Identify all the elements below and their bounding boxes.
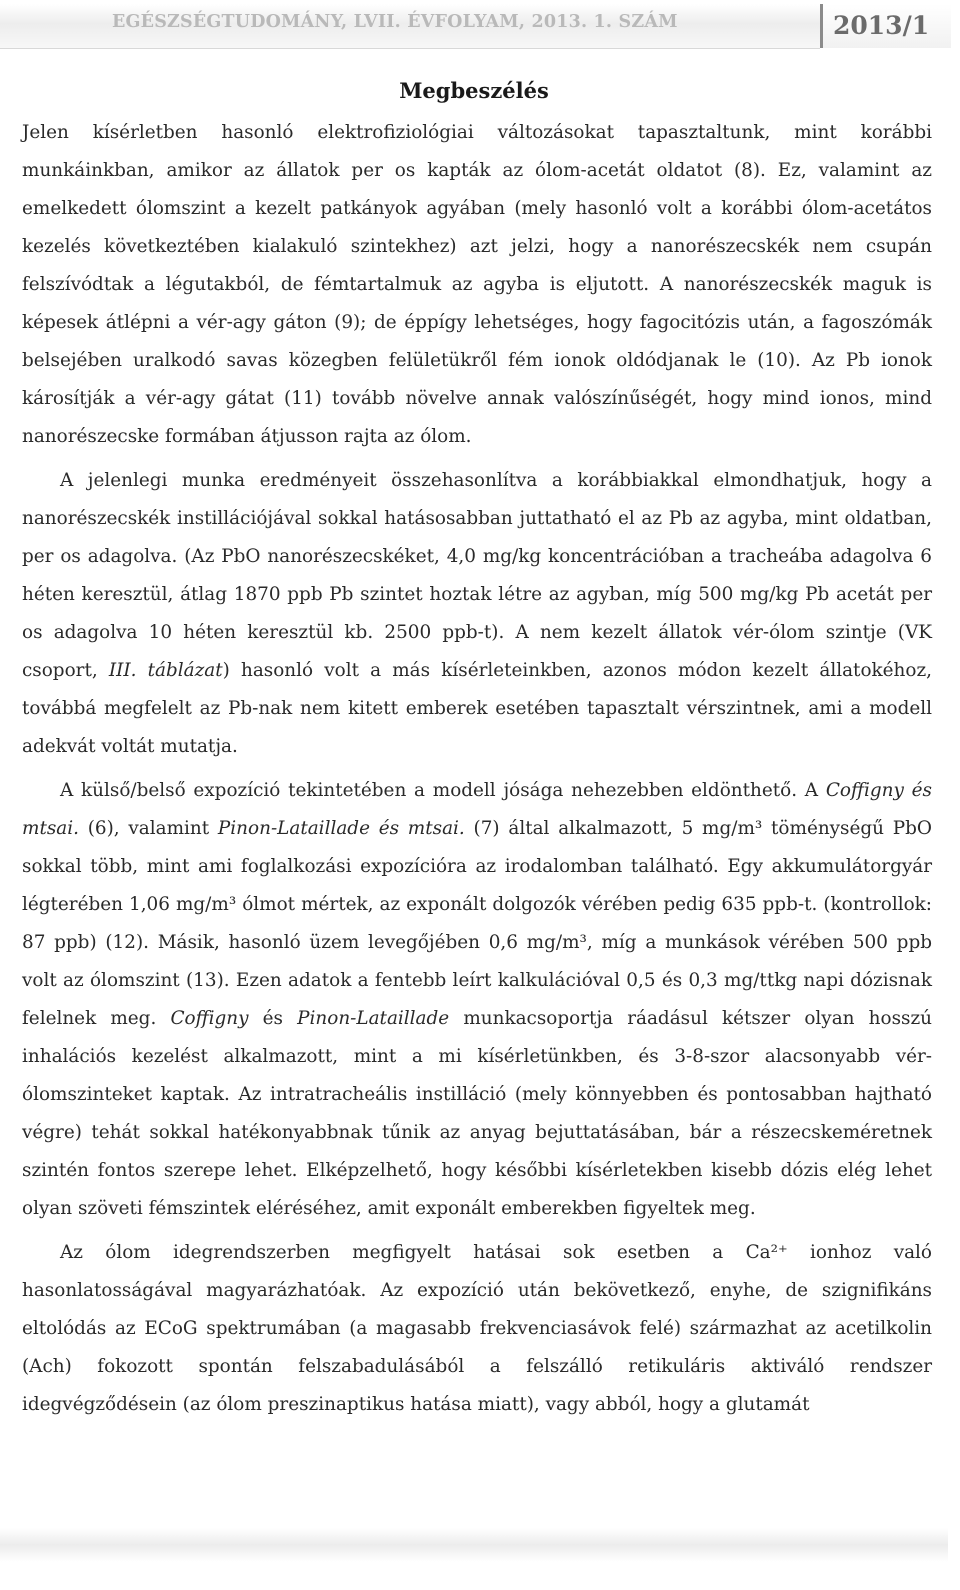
italic-text: III. táblázat bbox=[108, 660, 223, 681]
italic-text: Coffigny és mtsai. bbox=[22, 780, 932, 839]
text-run: A külső/belső expozíció tekintetében a modell jósága nehezebben eldönthető. A bbox=[60, 780, 826, 801]
italic-text: Coffigny bbox=[170, 1008, 249, 1029]
italic-text: Pinon-Lataillade bbox=[297, 1008, 450, 1029]
issue-box bbox=[820, 4, 951, 48]
text-run: Az ólom idegrendszerben megfigyelt hatásai sok esetben a Ca²⁺ ionhoz való hasonlatosságával magyarázhatóak. Az expozíció után bekövetkező, enyhe, de szignifikáns eltolódás az ECoG spektrumában (a magasabb frekvenciasávok felé) származhat az acetilkolin (Ach) fokozott spontán felszabadulásából a felszálló retikuláris aktiváló rendszer idegvégződésein (az ólom preszinaptikus hatása miatt), vagy abból, hogy a glutamát bbox=[22, 1242, 932, 1415]
italic-text: Pinon-Lataillade és mtsai. bbox=[217, 818, 465, 839]
text-run: (6), valamint bbox=[78, 818, 218, 839]
text-run: munkacsoportja ráadásul kétszer olyan hosszú inhalációs kezelést alkalmazott, mint a mi kísérletünkben, és 3-8-szor alacsonyabb vér-ólomszinteket kaptak. Az intratracheális instilláció (mely könnyebben és pontosabban hajtható végre) tehát sokkal hatékonyabbnak tűnik az anyag bejuttatásában, bár a részecskeméretnek szintén fontos szerepe lehet. Elképzelhető, hogy későbbi kísérletekben kisebb dózis elég lehet olyan szöveti fémszintek eléréséhez, amit exponált emberekben figyeltek meg. bbox=[22, 1008, 932, 1219]
section-title: Megbeszélés bbox=[399, 78, 549, 103]
page-header bbox=[0, 0, 960, 52]
text-run: Jelen kísérletben hasonló elektrofiziológiai változásokat tapasztaltunk, mint korábbi munkáinkban, amikor az állatok per os kapták az ólom-acetát oldatot (8). Ez, valamint az emelkedett ólomszint a kezelt patkányok agyában (mely hasonló volt a korábbi ólom-acetátos kezelés következtében kialakuló szintekhez) azt jelzi, hogy a nanorészecskék nem csupán felszívódtak a légutakból, de fémtartalmuk az agyba is eljutott. A nanorészecskék maguk is képesek átlépni a vér-agy gáton (9); de éppígy lehetséges, hogy fagocitózis után, a fagoszómák belsejében uralkodó savas közegben felületükről fém ionok oldódjanak le (10). Az Pb ionok károsítják a vér-agy gátat (11) tovább növelve annak valószínűségét, hogy mind ionos, mind nanorészecske formában átjusson rajta az ólom. bbox=[22, 122, 932, 447]
header-band bbox=[0, 4, 820, 49]
footer-band bbox=[0, 1528, 948, 1562]
journal-title: EGÉSZSÉGTUDOMÁNY, LVII. ÉVFOLYAM, 2013. 1. SZÁM bbox=[112, 12, 678, 32]
paragraph bbox=[22, 462, 932, 766]
paragraph bbox=[22, 772, 932, 1228]
paragraph bbox=[22, 1234, 932, 1424]
paragraph bbox=[22, 114, 932, 456]
text-run: ) hasonló volt a más kísérleteinkben, azonos módon kezelt állatokéhoz, továbbá megfelelt az Pb-nak nem kitett emberek esetében tapasztalt vérszintnek, ami a modell adekvát voltát mutatja. bbox=[22, 660, 933, 757]
text-run: A jelenlegi munka eredményeit összehasonlítva a korábbiakkal elmondhatjuk, hogy a nanorészecskék instillációjával sokkal hatásosabban juttatható el az Pb az agyba, mint oldatban, per os adagolva. (Az PbO nanorészecskéket, 4,0 mg/kg koncentrációban a tracheába adagolva 6 héten keresztül, átlag 1870 ppb Pb szintet hoztak létre az agyban, míg 500 mg/kg Pb acetát per os adagolva 10 héten keresztül kb. 2500 ppb-t). A nem kezelt állatok vér-ólom szintje (VK csoport, bbox=[22, 470, 932, 681]
text-run: és bbox=[248, 1008, 298, 1029]
text-run: (7) által alkalmazott, 5 mg/m³ töménységű PbO sokkal több, mint ami foglalkozási expozícióra az irodalomban található. Egy akkumulátorgyár légterében 1,06 mg/m³ ólmot mértek, az exponált dolgozók vérében pedig 635 ppb-t. (kontrollok: 87 ppb) (12). Másik, hasonló üzem levegőjében 0,6 mg/m³, míg a munkások vérében 500 ppb volt az ólomszint (13). Ezen adatok a fentebb leírt kalkulációval 0,5 és 0,3 mg/ttkg napi dózisnak felelnek meg. bbox=[22, 818, 932, 1029]
issue-number: 2013/1 bbox=[833, 11, 930, 40]
article-body bbox=[22, 114, 932, 1430]
